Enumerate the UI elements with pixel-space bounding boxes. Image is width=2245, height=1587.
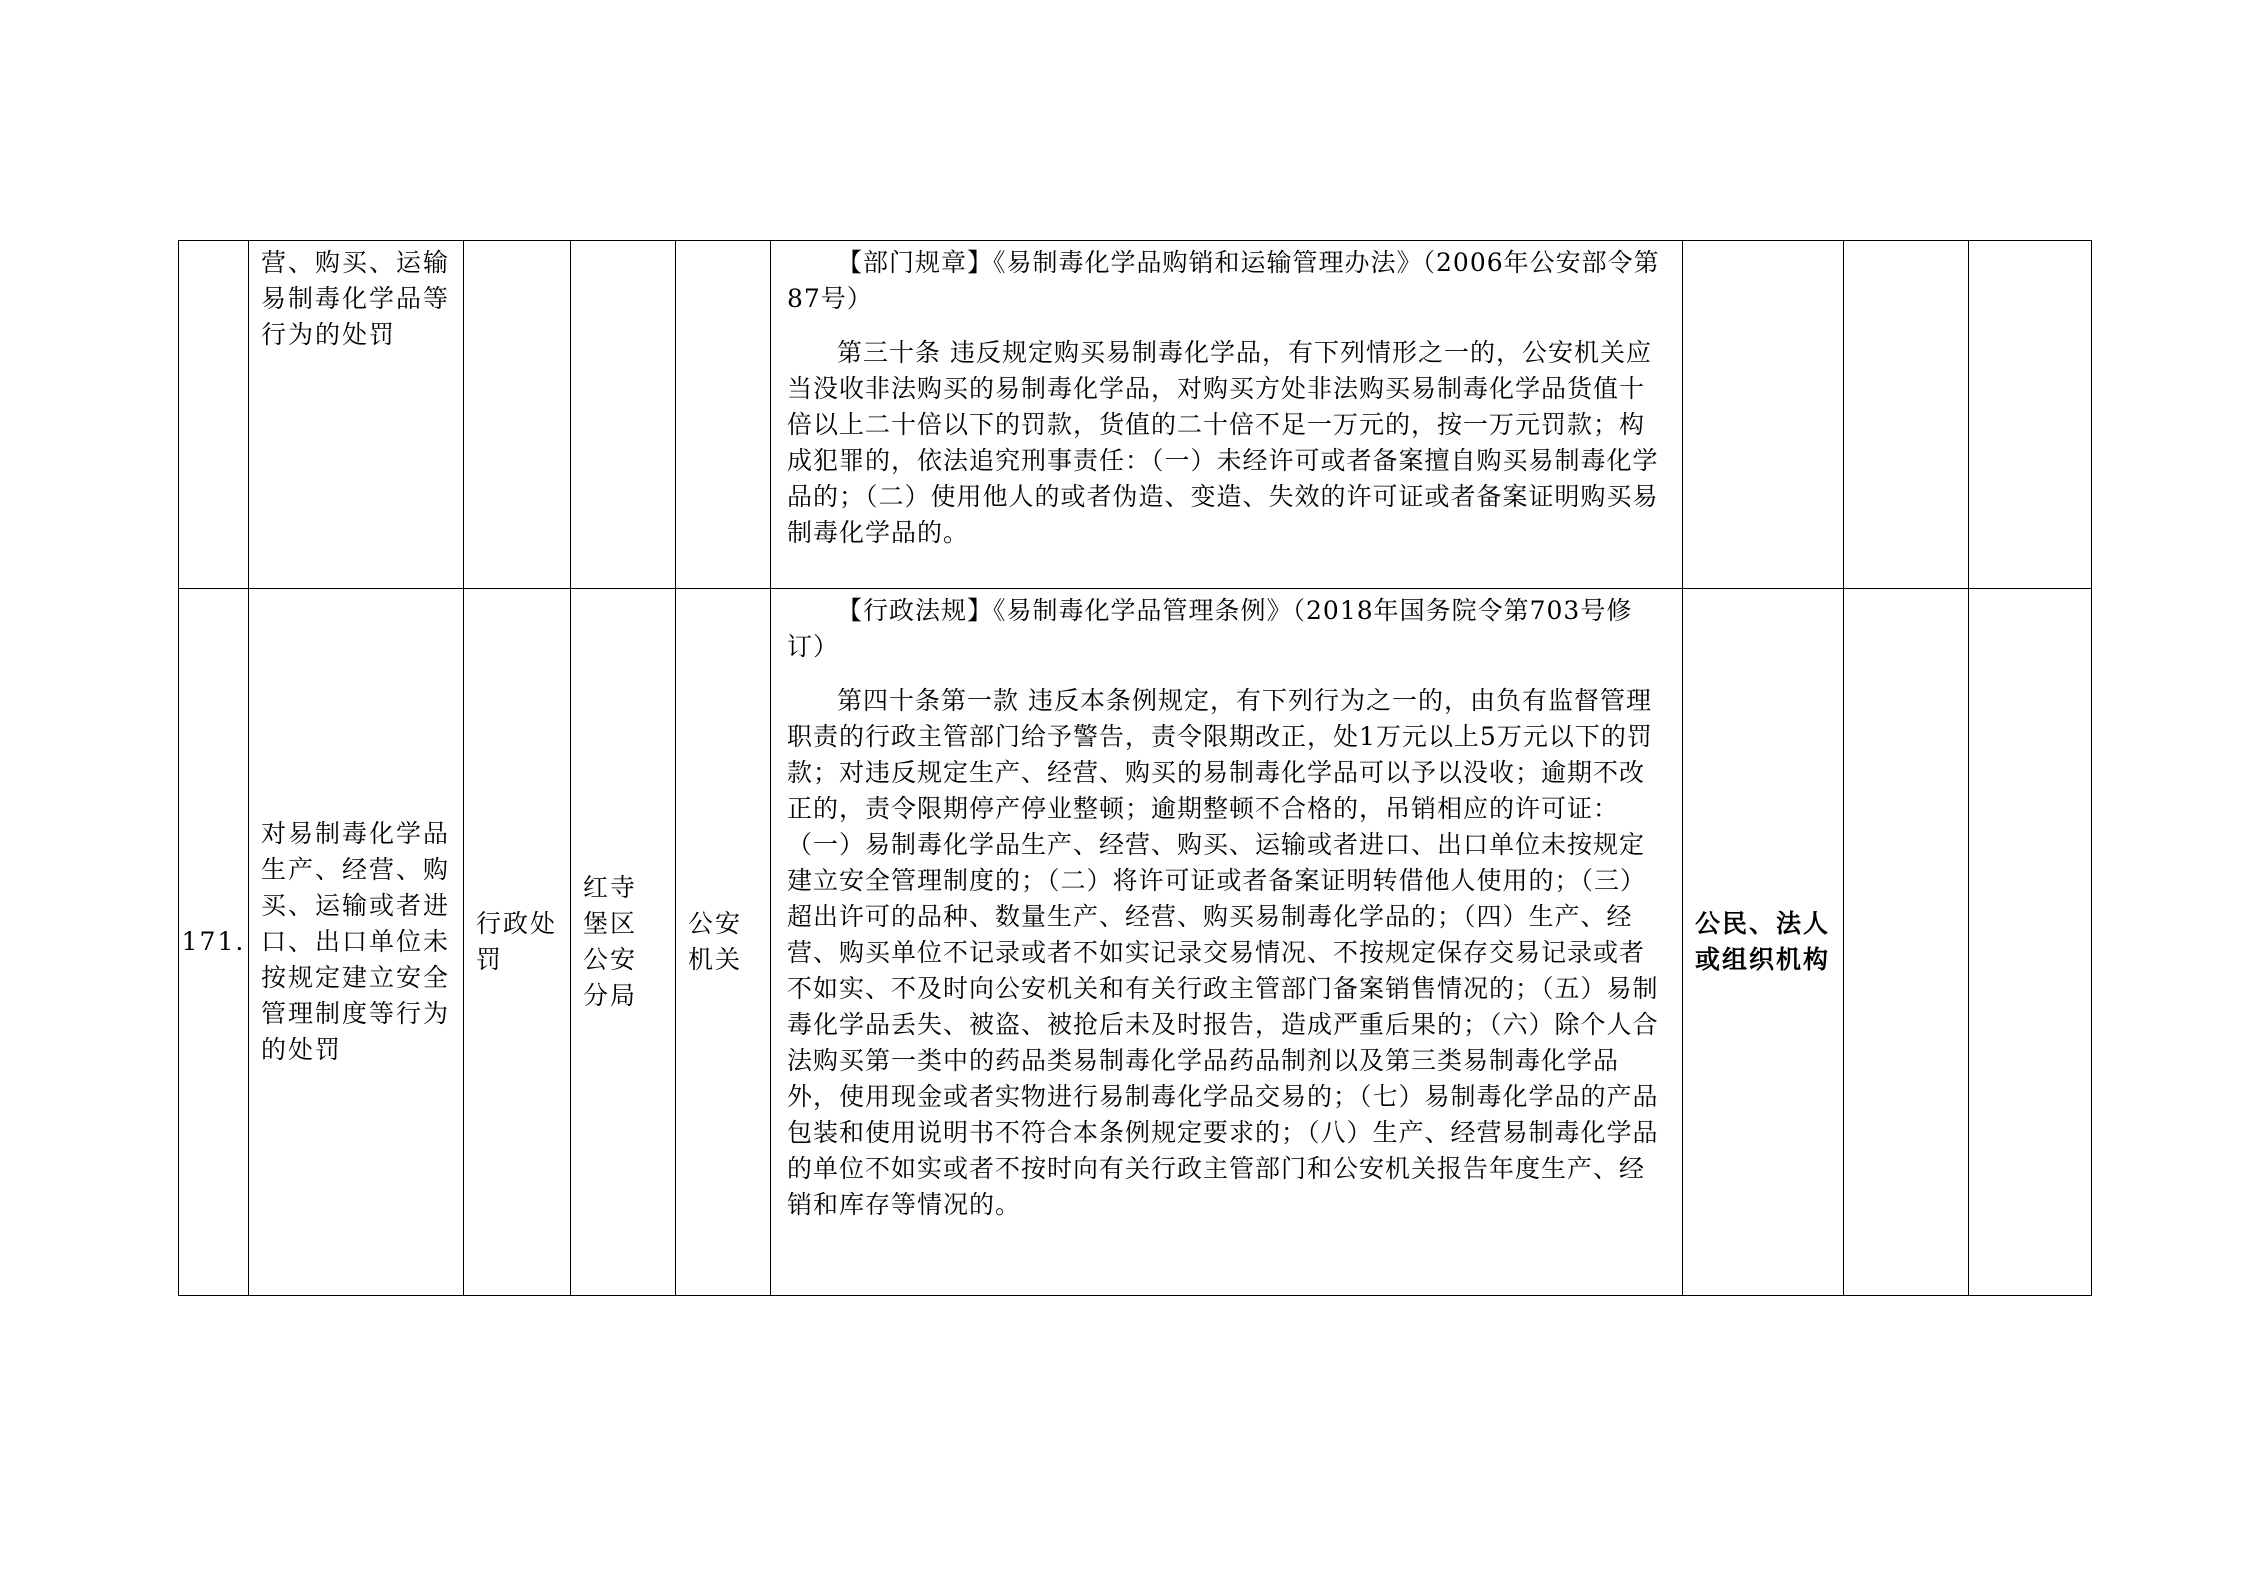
- column-9-cell: [1969, 241, 2092, 589]
- authority: [676, 241, 771, 589]
- applicable-subject: [1683, 241, 1844, 589]
- authority: 公安机关: [676, 589, 771, 1296]
- enforcement-items-table: [178, 240, 2092, 1296]
- legal-basis: [771, 589, 1683, 1296]
- implementing-body: [571, 241, 676, 589]
- item-category: 行政处罚: [464, 589, 571, 1296]
- basis-source: 【部门规章】《易制毒化学品购销和运输管理办法》（2006年公安部令第87号）: [787, 248, 1660, 313]
- implementing-body: 红寺堡区公安分局: [571, 589, 676, 1296]
- table-row: [179, 241, 2092, 589]
- column-9-cell: [1969, 589, 2092, 1296]
- column-8-cell: [1844, 241, 1969, 589]
- item-number: [179, 241, 249, 589]
- legal-basis: [771, 241, 1683, 589]
- basis-source: 【行政法规】《易制毒化学品管理条例》（2018年国务院令第703号修订）: [787, 596, 1633, 661]
- item-name: 营、购买、运输易制毒化学品等行为的处罚: [249, 241, 464, 589]
- basis-article: 第三十条 违反规定购买易制毒化学品，有下列情形之一的，公安机关应当没收非法购买的易制毒化学品，对购买方处非法购买易制毒化学品货值十倍以上二十倍以下的罚款，货值的二十倍不足一万元的，按一万元罚款；构成犯罪的，依法追究刑事责任：（一）未经许可或者备案擅自购买易制毒化学品的；（二）使用他人的或者伪造、变造、失效的许可证或者备案证明购买易制毒化学品的。: [787, 338, 1659, 547]
- item-number: 171.: [179, 589, 249, 1296]
- item-name: 对易制毒化学品生产、经营、购买、运输或者进口、出口单位未按规定建立安全管理制度等行为的处罚: [249, 589, 464, 1296]
- applicable-subject: 公民、法人或组织机构: [1683, 589, 1844, 1296]
- column-8-cell: [1844, 589, 1969, 1296]
- item-category: [464, 241, 571, 589]
- table-row: [179, 589, 2092, 1296]
- basis-article: 第四十条第一款 违反本条例规定，有下列行为之一的，由负有监督管理职责的行政主管部门给予警告，责令限期改正，处1万元以上5万元以下的罚款；对违反规定生产、经营、购买的易制毒化学品可以予以没收；逾期不改正的，责令限期停产停业整顿；逾期整顿不合格的，吊销相应的许可证：（一）易制毒化学品生产、经营、购买、运输或者进口、出口单位未按规定建立安全管理制度的；（二）将许可证或者备案证明转借他人使用的；（三）超出许可的品种、数量生产、经营、购买易制毒化学品的；（四）生产、经营、购买单位不记录或者不如实记录交易情况、不按规定保存交易记录或者不如实、不及时向公安机关和有关行政主管部门备案销售情况的；（五）易制毒化学品丢失、被盗、被抢后未及时报告，造成严重后果的；（六）除个人合法购买第一类中的药品类易制毒化学品药品制剂以及第三类易制毒化学品外，使用现金或者实物进行易制毒化学品交易的；（七）易制毒化学品的产品包装和使用说明书不符合本条例规定要求的；（八）生产、经营易制毒化学品的单位不如实或者不按时向有关行政主管部门和公安机关报告年度生产、经销和库存等情况的。: [787, 686, 1659, 1219]
